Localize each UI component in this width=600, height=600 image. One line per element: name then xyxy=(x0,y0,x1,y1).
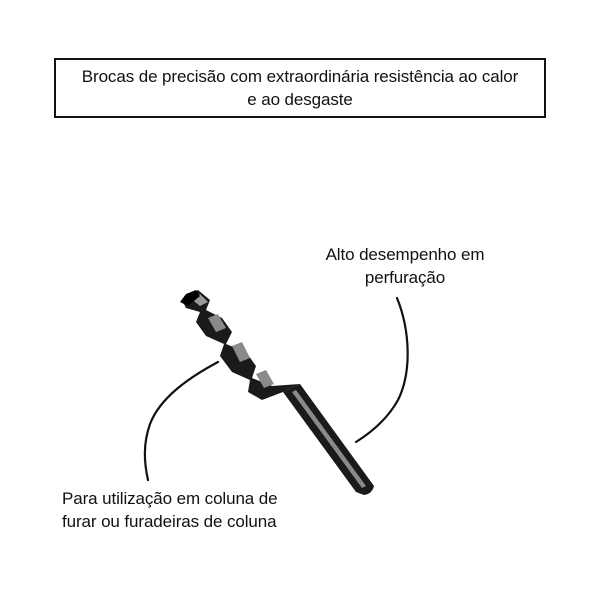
headline-line-1: Brocas de precisão com extraordinária resistência ao calor xyxy=(81,67,519,86)
callout-usage-line-2: furar ou furadeiras de coluna xyxy=(62,512,277,531)
callout-performance xyxy=(300,243,510,289)
leader-line-performance xyxy=(356,298,408,442)
callout-performance-line-2: perfuração xyxy=(364,268,446,287)
headline-line-2: e ao desgaste xyxy=(247,90,353,109)
drill-shank-highlight xyxy=(292,390,366,488)
callout-usage-line-1: Para utilização em coluna de xyxy=(62,489,278,508)
leader-line-usage xyxy=(145,362,218,480)
callout-performance-line-1: Alto desempenho em xyxy=(325,245,485,264)
drill-bit-icon xyxy=(180,290,374,495)
callout-usage xyxy=(62,487,322,533)
